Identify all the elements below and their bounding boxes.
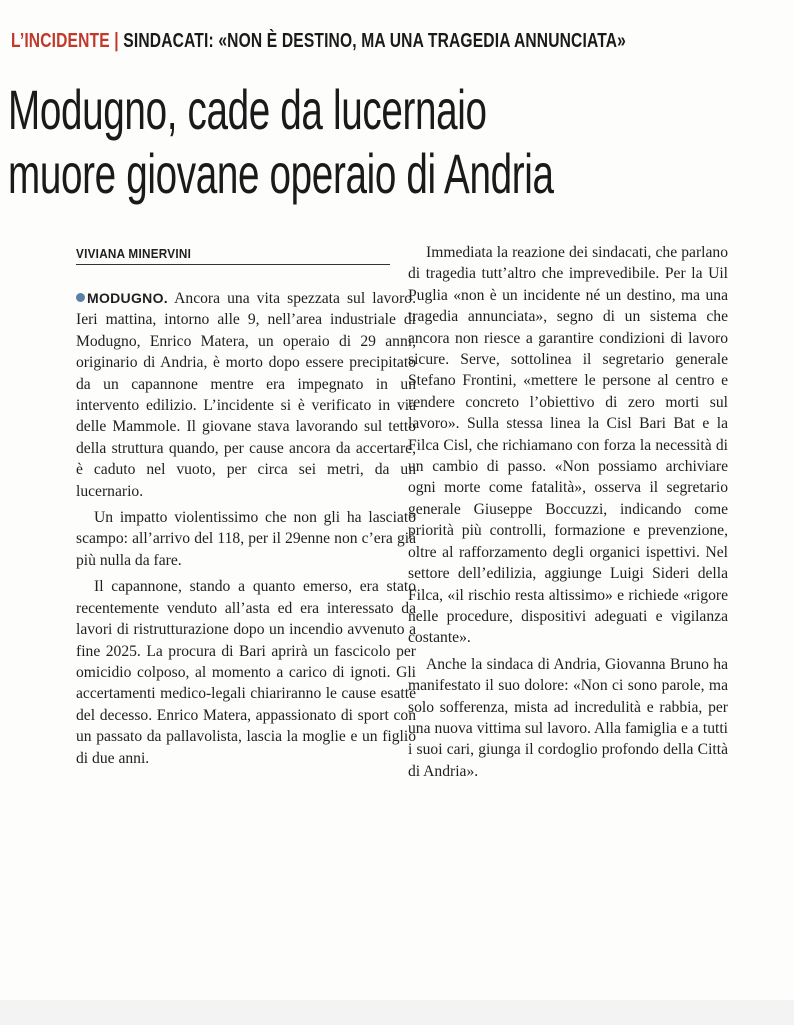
lead-paragraph bbox=[76, 288, 416, 502]
bullet-dot-icon bbox=[76, 293, 85, 302]
bottom-strip bbox=[0, 1000, 794, 1025]
lead-text: Ancora una vita spezzata sul lavoro. Ieri mattina, intorno alle 9, nell’area industriale di Modugno, Enrico Matera, un operaio di 29 anni, originario di Andria, è morto dopo essere precipitato da un capannone mentre era impegnato in un intervento edilizio. L’incidente si è verificato in via delle Mammole. Il giovane stava lavorando sul tetto della struttura quando, per cause ancora da accertare, è caduto nel vuoto, per circa sei metri, da un lucernario. bbox=[76, 290, 416, 500]
article-column-left bbox=[76, 288, 416, 774]
paragraph-3: Il capannone, stando a quanto emerso, era stato recentemente venduto all’asta ed era interessato da lavori di ristrutturazione dopo un incendio avvenuto a fine 2025. La procura di Bari aprirà un fascicolo per omicidio colposo, al momento a carico di ignoti. Gli accertamenti medico-legali chiariranno le cause esatte del decesso. Enrico Matera, appassionato di sport con un passato da pallavolista, lascia la moglie e un figlio di due anni. bbox=[76, 578, 416, 767]
paragraph-2: Un impatto violentissimo che non gli ha lasciato scampo: all’arrivo del 118, per il 29enne non c’era già più nulla da fare. bbox=[76, 509, 416, 569]
byline bbox=[76, 244, 390, 265]
paragraph-4: Immediata la reazione dei sindacati, che parlano di tragedia tutt’altro che imprevedibile. Per la Uil Puglia «non è un incidente né un destino, ma una tragedia annunciata», segno di un sistema che ancora non riesce a garantire condizioni di lavoro sicure. Serve, sottolinea il segretario generale Stefano Frontini, «mettere le persone al centro e rendere concreto l’obiettivo di zero morti sul lavoro». Sulla stessa linea la Cisl Bari Bat e la Filca Cisl, che richiamano con forza la necessità di un cambio di passo. «Non possiamo archiviare ogni morte come fatalità», osserva il segretario generale Giuseppe Boccuzzi, indicando come priorità più controlli, formazione e prevenzione, oltre al rafforzamento degli organici ispettivi. Nel settore dell’edilizia, aggiunge Luigi Sideri della Filca, «il rischio resta altissimo» e richiede «rigore nelle procedure, dispositivi adeguati e vigilanza costante». bbox=[408, 244, 728, 647]
kicker-category: L’INCIDENTE bbox=[11, 30, 110, 52]
kicker-separator: | bbox=[114, 30, 119, 52]
article-column-right bbox=[408, 242, 728, 787]
headline bbox=[8, 78, 767, 206]
dateline: MODUGNO. bbox=[87, 290, 168, 306]
author-name: VIVIANA MINERVINI bbox=[76, 246, 192, 261]
headline-line-2: muore giovane operaio di Andria bbox=[8, 142, 554, 205]
paragraph-5: Anche la sindaca di Andria, Giovanna Bruno ha manifestato il suo dolore: «Non ci sono parole, ma solo sofferenza, mista ad incredulità e rabbia, per una nuova vittima sul lavoro. Alla famiglia e a tutti i suoi cari, giunga il cordoglio profondo della Città di Andria». bbox=[408, 655, 728, 780]
kicker bbox=[11, 30, 626, 53]
headline-line-1: Modugno, cade da lucernaio bbox=[8, 78, 487, 141]
kicker-subtitle: SINDACATI: «NON È DESTINO, MA UNA TRAGEDIA ANNUNCIATA» bbox=[123, 30, 627, 52]
